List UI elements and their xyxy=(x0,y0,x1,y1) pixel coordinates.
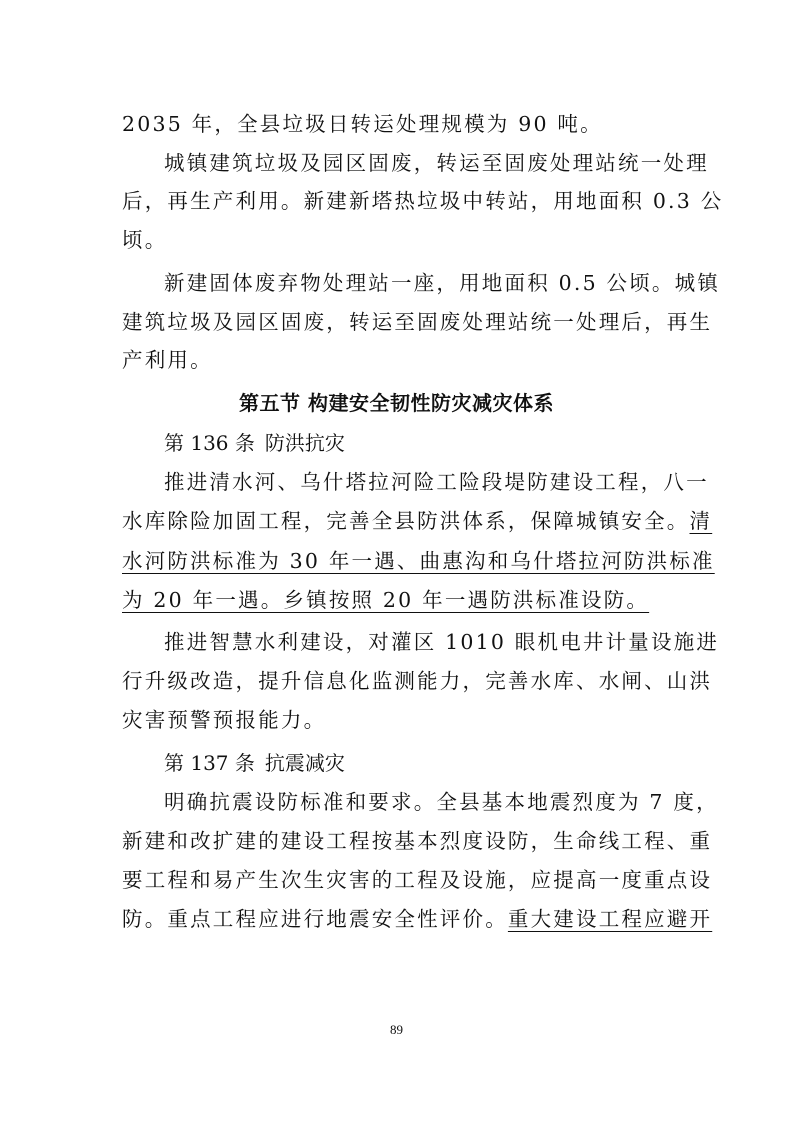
article-number: 第 137 条 xyxy=(164,751,255,775)
underlined-text: 重大建设工程应避开 xyxy=(507,907,713,931)
underlined-text: 为 20 年一遇。乡镇按照 20 年一遇防洪标准设防。 xyxy=(122,588,650,612)
article-title: 防洪抗灾 xyxy=(264,431,345,455)
text-line xyxy=(122,585,682,615)
article-136-heading xyxy=(164,428,345,458)
underlined-text: 清 xyxy=(689,509,713,533)
text-line: 要工程和易产生次生灾害的工程及设施，应提高一度重点设 xyxy=(122,868,713,892)
text-line: 顷。 xyxy=(122,228,168,252)
article-137-heading xyxy=(164,748,345,778)
text-line: 建筑垃圾及园区固废，转运至固废处理站统一处理后，再生 xyxy=(122,310,713,334)
underlined-line: 水河防洪标准为 30 年一遇、曲惠沟和乌什塔拉河防洪标准 xyxy=(122,549,715,573)
plain-text: 防。重点工程应进行地震安全性评价。 xyxy=(122,907,508,931)
text-line xyxy=(122,506,713,536)
text-line: 新建固体废弃物处理站一座，用地面积 0.5 公顷。城镇 xyxy=(164,271,721,295)
text-line: 明确抗震设防标准和要求。全县基本地震烈度为 7 度， xyxy=(164,790,719,814)
section-heading: 第五节 构建安全韧性防灾减灾体系 xyxy=(239,391,554,415)
text-line: 产利用。 xyxy=(122,348,213,372)
text-line: 行升级改造，提升信息化监测能力，完善水库、水闸、山洪 xyxy=(122,669,713,693)
text-line: 2035 年，全县垃圾日转运处理规模为 90 吨。 xyxy=(122,112,603,136)
text-line xyxy=(122,904,713,934)
text-line: 后，再生产利用。新建新塔热垃圾中转站，用地面积 0.3 公 xyxy=(122,189,724,213)
text-line: 城镇建筑垃圾及园区固废，转运至固废处理站统一处理 xyxy=(164,151,709,175)
text-line: 新建和改扩建的建设工程按基本烈度设防，生命线工程、重 xyxy=(122,829,713,853)
page-number: 89 xyxy=(390,1022,403,1037)
article-title: 抗震减灾 xyxy=(264,751,345,775)
text-line: 推进智慧水利建设，对灌区 1010 眼机电井计量设施进 xyxy=(164,630,720,654)
plain-text: 水库除险加固工程，完善全县防洪体系，保障城镇安全。 xyxy=(122,509,690,533)
text-line: 灾害预警预报能力。 xyxy=(122,708,327,732)
article-number: 第 136 条 xyxy=(164,431,255,455)
text-line: 推进清水河、乌什塔拉河险工险段堤防建设工程，八一 xyxy=(164,470,709,494)
